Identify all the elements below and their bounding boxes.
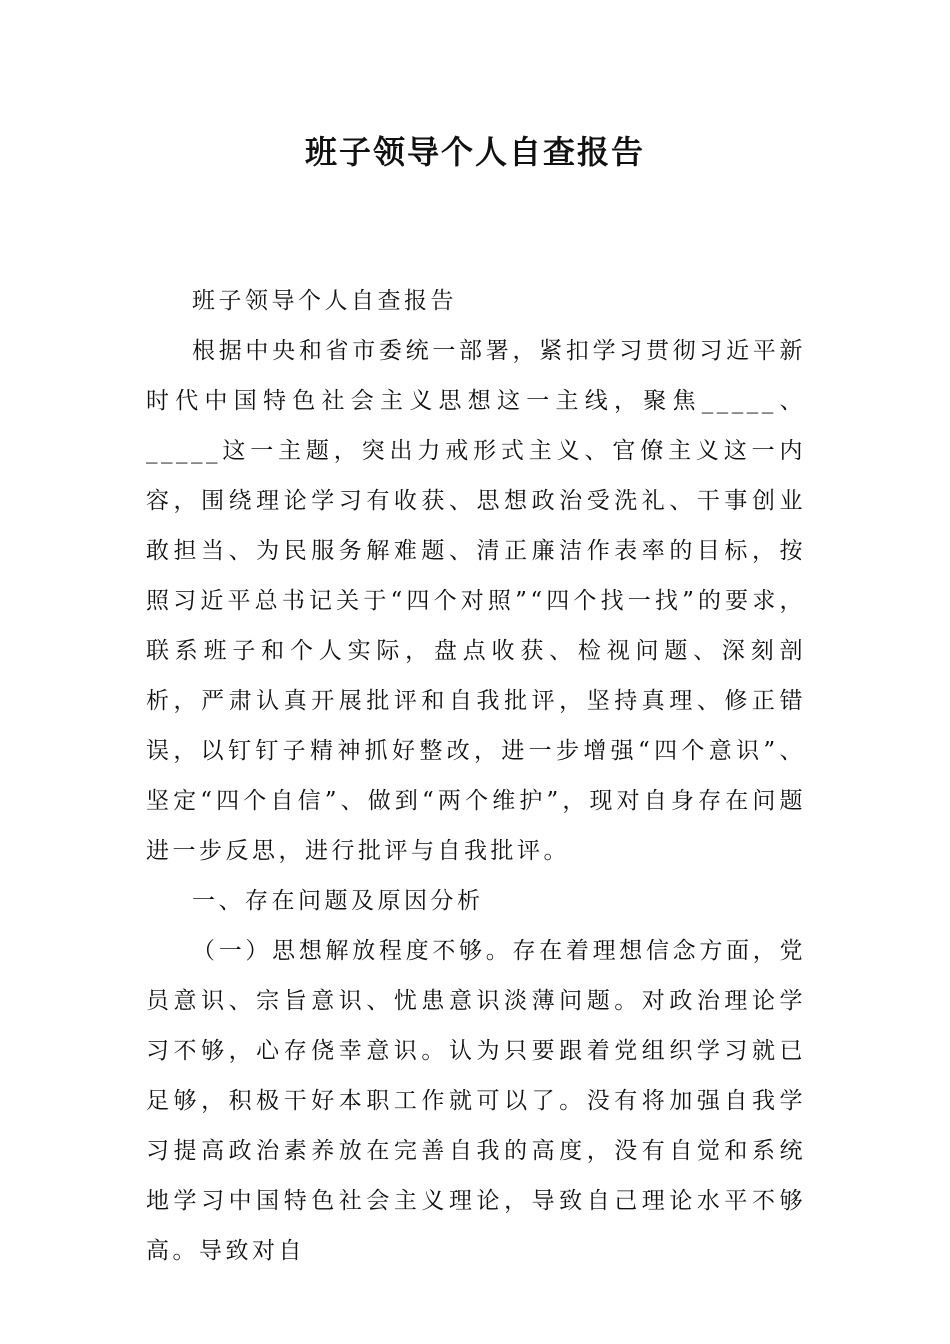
paragraph-intro: 根据中央和省市委统一部署，紧扣学习贯彻习近平新时代中国特色社会主义思想这一主线，聚焦_____、_____这一主题，突出力戒形式主义、官僚主义这一内容，围绕理论学习有收获、思想政治受洗礼、干事创业敢担当、为民服务解难题、清正廉洁作表率的目标，按照习近平总书记关于“四个对照”“四个找一找”的要求，联系班子和个人实际，盘点收获、检视问题、深刻剖析，严肃认真开展批评和自我批评，坚持真理、修正错误，以钉钉子精神抓好整改，进一步增强“四个意识”、坚定“四个自信”、做到“两个维护”，现对自身存在问题进一步反思，进行批评与自我批评。 <box>146 338 806 864</box>
body-subtitle: 班子领导个人自查报告 <box>192 288 457 314</box>
paragraph-issue-1: （一）思想解放程度不够。存在着理想信念方面，党员意识、宗旨意识、忧患意识淡薄问题。对政治理论学习不够，心存侥幸意识。认为只要跟着党组织学习就已足够，积极干好本职工作就可以了。没有将加强自我学习提高政治素养放在完善自我的高度，没有自觉和系统地学习中国特色社会主义理论，导致自己理论水平不够高。导致对自 <box>146 938 806 1264</box>
document-title: 班子领导个人自查报告 <box>304 133 645 171</box>
section-heading: 一、存在问题及原因分析 <box>192 888 484 914</box>
document-body <box>146 276 806 1276</box>
